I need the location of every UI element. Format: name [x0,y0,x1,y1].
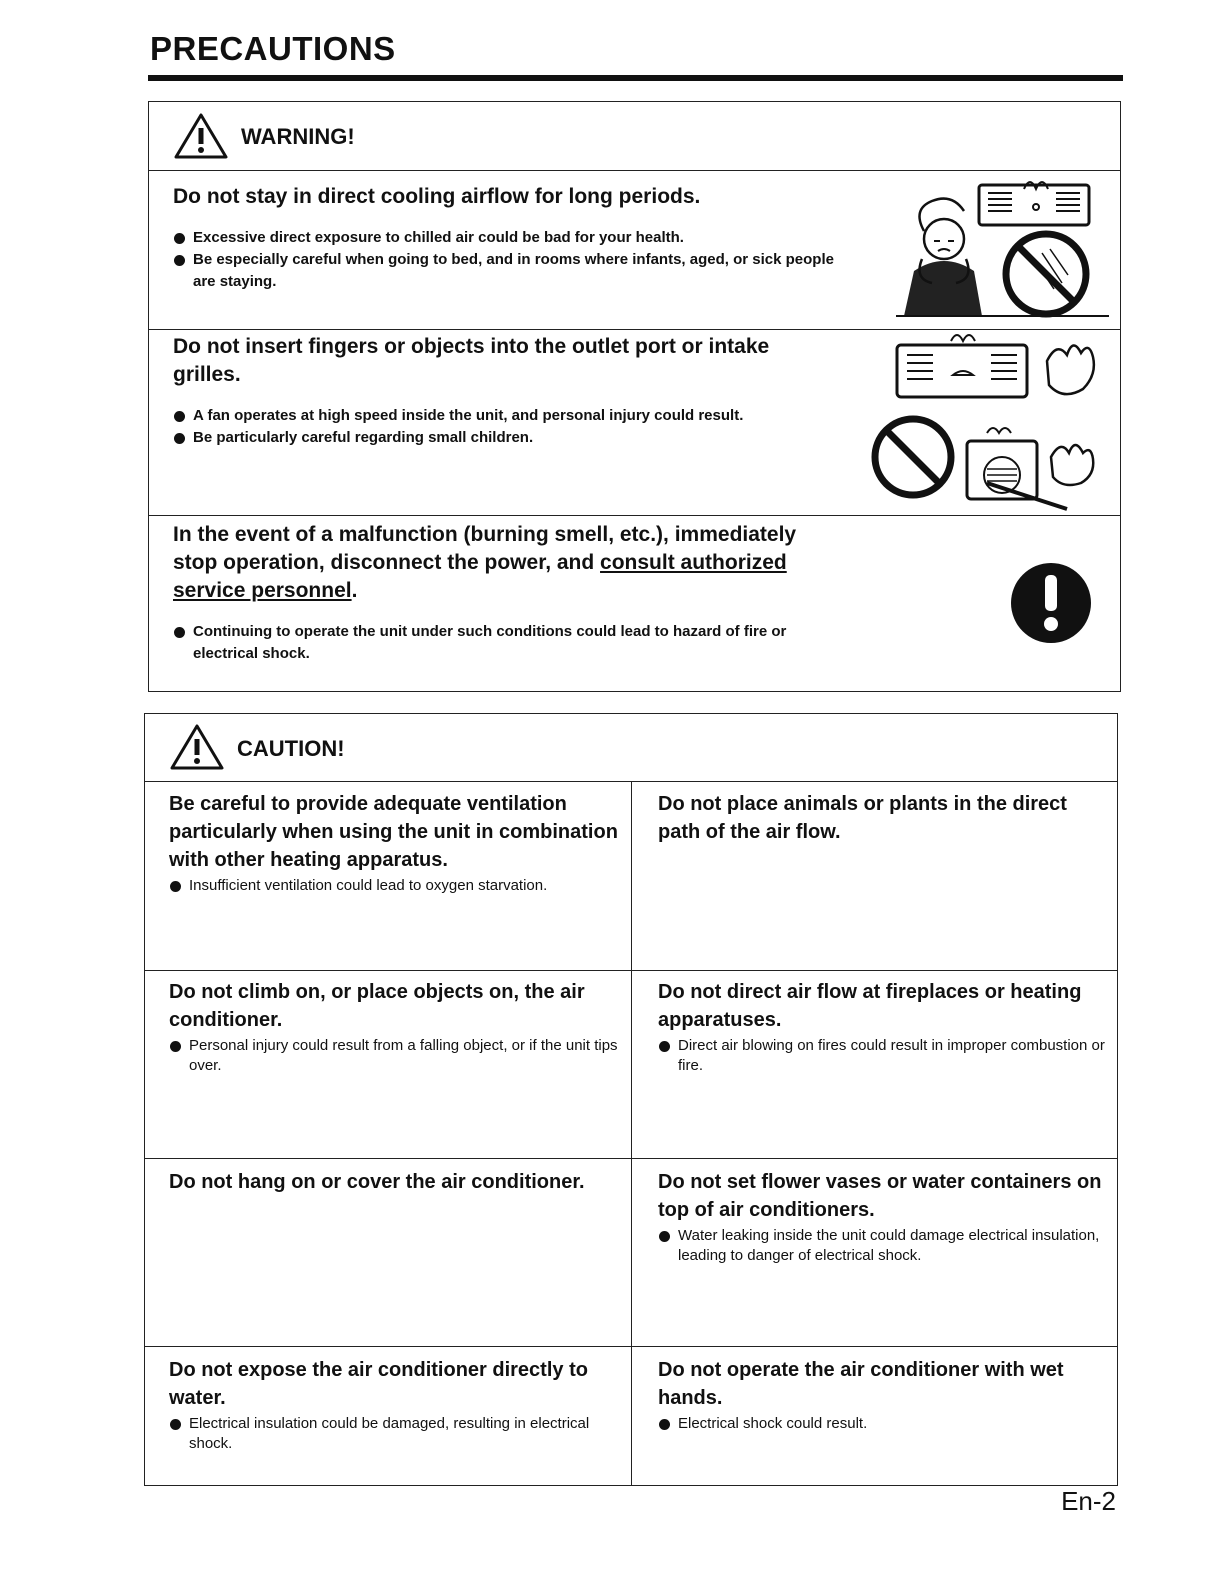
warning-bullets [173,621,838,665]
caution-cell-water [169,1356,621,1454]
warning-header [149,102,1120,171]
row-divider [145,1158,1117,1159]
list-item: Personal injury could result from a falling object, or if the unit tips over. [169,1036,621,1076]
warning-section-title [173,521,838,605]
caution-box [144,713,1118,1486]
list-item: Continuing to operate the unit under such conditions could lead to hazard of fire or electrical shock. [173,621,838,665]
caution-cell-title: Do not operate the air conditioner with wet hands. [658,1359,1064,1409]
caution-cell-wet-hands [658,1356,1106,1434]
person-in-cold-airflow-illustration [884,171,1109,326]
title-text-end: . [351,579,358,602]
column-divider [631,782,632,1485]
caution-header [145,714,1117,782]
caution-bullets [169,1036,621,1076]
warning-bullets [173,405,838,449]
caution-cell-title: Do not place animals or plants in the direct path of the air flow. [658,793,1067,843]
caution-cell-title: Do not direct air flow at fireplaces or heating apparatuses. [658,981,1082,1031]
caution-bullets [169,1414,621,1454]
warning-triangle-icon [173,112,229,160]
warning-triangle-icon [169,723,225,771]
warning-section-malfunction [149,515,1120,691]
title-text: In the event of a malfunction (burning smell, etc.), immediately stop operation, disconnect the power, and [173,523,797,574]
warning-section-fingers [149,329,1120,515]
row-divider [145,1346,1117,1347]
caution-cell-title: Do not hang on or cover the air conditioner. [169,1171,585,1193]
caution-cell-title: Be careful to provide adequate ventilation particularly when using the unit in combination with other heating apparatus. [169,793,618,871]
warning-section-title: Do not stay in direct cooling airflow for long periods. [173,185,701,208]
list-item: Water leaking inside the unit could damage electrical insulation, leading to danger of electrical shock. [658,1226,1106,1266]
caution-bullets [169,876,621,896]
caution-cell-animals-plants [658,790,1106,846]
caution-label: CAUTION! [237,736,345,761]
title-rule [148,75,1123,81]
warning-label: WARNING! [241,124,355,149]
page-number: En-2 [1061,1486,1116,1516]
list-item: A fan operates at high speed inside the unit, and personal injury could result. [173,405,838,427]
list-item: Excessive direct exposure to chilled air could be bad for your health. [173,227,838,249]
page-title: PRECAUTIONS [150,30,396,67]
caution-cell-fireplaces [658,978,1106,1076]
caution-cell-title: Do not expose the air conditioner directly to water. [169,1359,588,1409]
exclamation-mandatory-icon [1009,561,1093,645]
warning-box [148,101,1121,692]
caution-bullets [658,1414,1106,1434]
list-item: Be especially careful when going to bed, and in rooms where infants, aged, or sick people are staying. [173,249,838,293]
title-underlined-text: consult authorized service personnel [173,551,787,602]
caution-bullets [658,1036,1106,1076]
caution-cell-title: Do not climb on, or place objects on, the air conditioner. [169,981,585,1031]
list-item: Direct air blowing on fires could result in improper combustion or fire. [658,1036,1106,1076]
list-item: Insufficient ventilation could lead to oxygen starvation. [169,876,621,896]
list-item: Electrical shock could result. [658,1414,1106,1434]
caution-cell-vases [658,1168,1106,1266]
row-divider [145,970,1117,971]
caution-bullets [658,1226,1106,1266]
warning-bullets [173,227,838,293]
caution-cell-hang-cover [169,1168,621,1196]
hand-near-grille-illustration [867,333,1107,513]
caution-cell-title: Do not set flower vases or water containers on top of air conditioners. [658,1171,1102,1221]
caution-cell-ventilation [169,790,621,896]
warning-section-title: Do not insert fingers or objects into the outlet port or intake grilles. [173,335,770,386]
caution-cell-climb [169,978,621,1076]
list-item: Be particularly careful regarding small children. [173,427,838,449]
warning-section-airflow [149,171,1120,329]
list-item: Electrical insulation could be damaged, resulting in electrical shock. [169,1414,621,1454]
